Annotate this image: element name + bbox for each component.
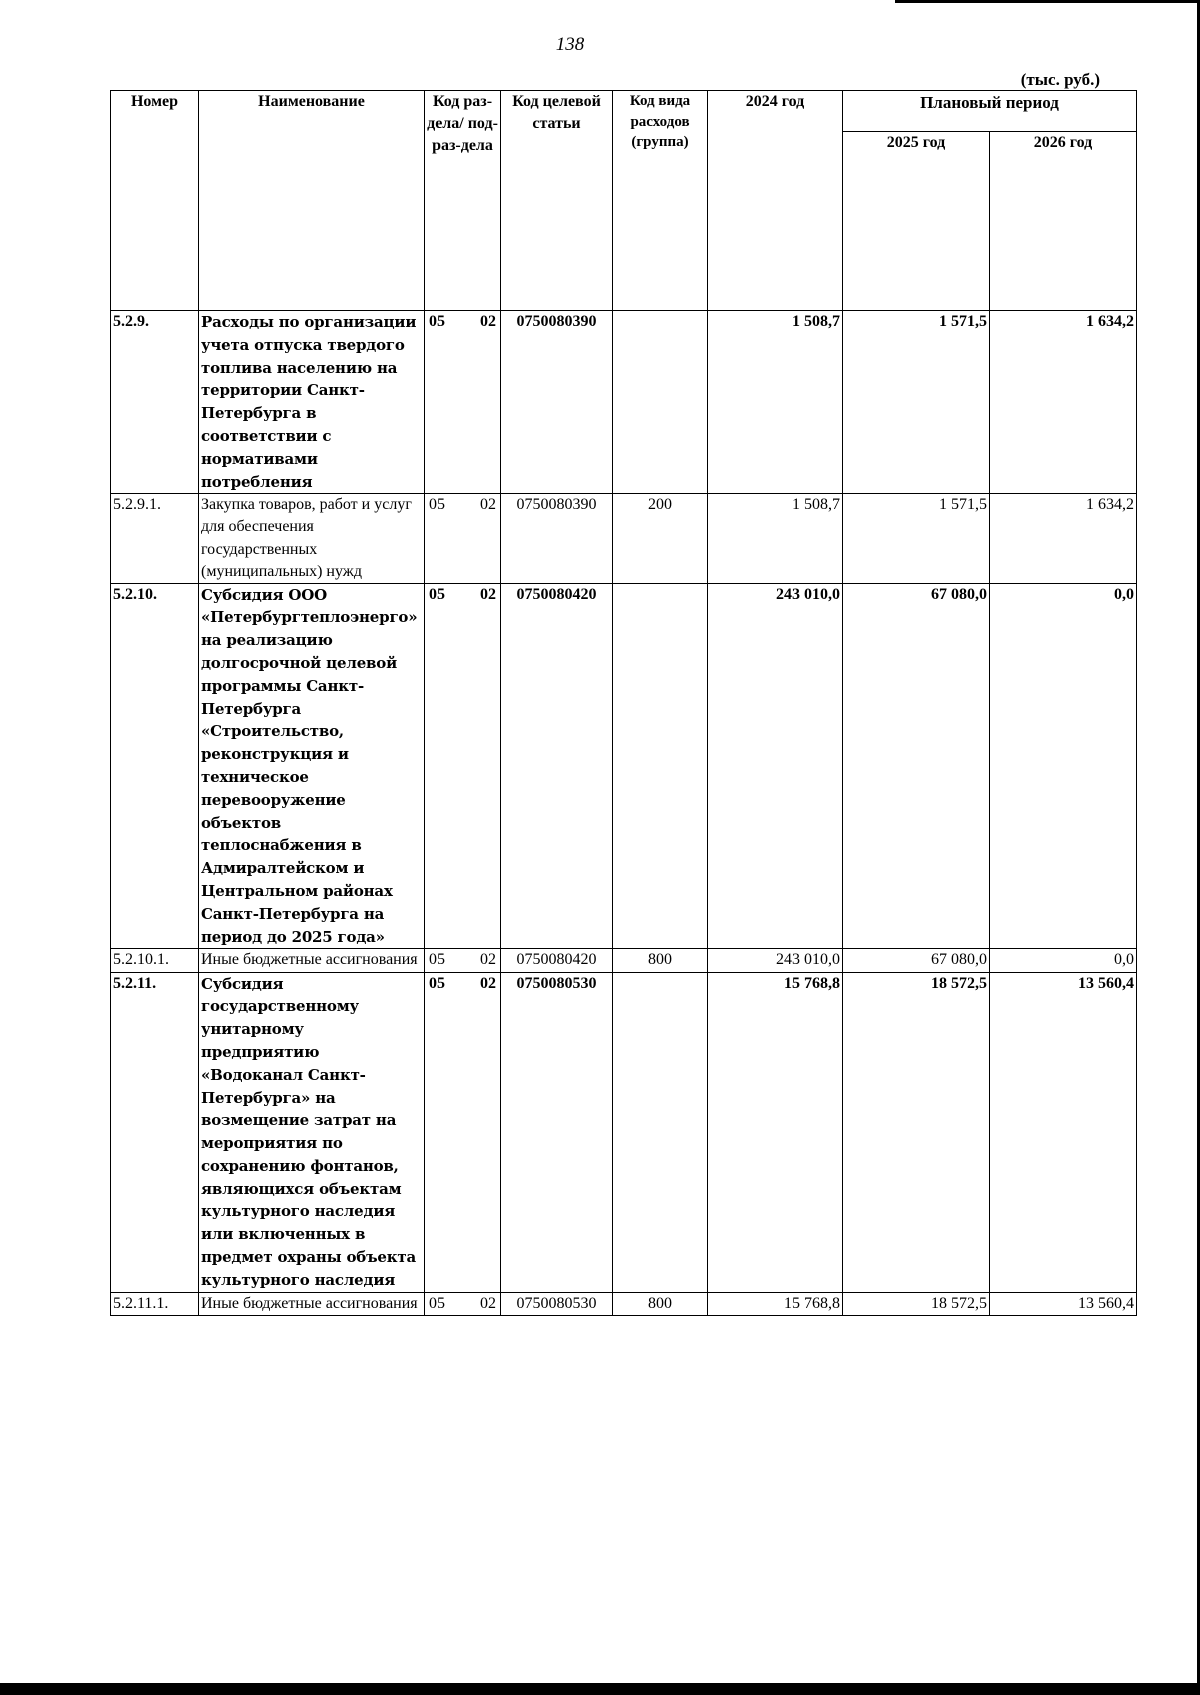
row-amount-2024: 1 508,7 — [708, 494, 843, 583]
budget-table — [110, 90, 1137, 1316]
row-amount-2025: 67 080,0 — [843, 949, 990, 972]
row-number: 5.2.11. — [111, 972, 199, 1292]
col-header-number: Номер — [111, 91, 199, 311]
podrazdel-code: 02 — [480, 951, 496, 969]
row-target-code: 0750080420 — [501, 583, 613, 949]
scan-border-bottom — [0, 1683, 1200, 1695]
podrazdel-code: 02 — [480, 496, 496, 514]
scan-border-top — [895, 0, 1200, 3]
row-target-code: 0750080390 — [501, 494, 613, 583]
units-label: (тыс. руб.) — [1020, 70, 1100, 89]
table-row — [111, 311, 1137, 494]
row-target-code: 0750080530 — [501, 1292, 613, 1315]
row-amount-2026: 0,0 — [990, 583, 1137, 949]
podrazdel-code: 02 — [480, 585, 496, 603]
row-target-code: 0750080390 — [501, 311, 613, 494]
row-amount-2025: 67 080,0 — [843, 583, 990, 949]
row-amount-2024: 243 010,0 — [708, 583, 843, 949]
page-number: 138 — [555, 34, 585, 55]
col-header-2025: 2025 год — [843, 132, 990, 311]
podrazdel-code: 02 — [480, 1294, 496, 1312]
table-body — [111, 311, 1137, 1316]
table-row — [111, 494, 1137, 583]
razdel-code: 05 — [429, 313, 445, 330]
row-amount-2024: 15 768,8 — [708, 1292, 843, 1315]
razdel-code: 05 — [429, 974, 445, 992]
col-header-expense-type: Код вида расходов (группа) — [613, 91, 708, 311]
table-header — [111, 91, 1137, 311]
row-section-code — [425, 494, 501, 583]
table-row — [111, 972, 1137, 1292]
row-section-code — [425, 1292, 501, 1315]
row-expense-type — [613, 583, 708, 949]
row-amount-2024: 15 768,8 — [708, 972, 843, 1292]
razdel-code: 05 — [429, 585, 445, 603]
row-expense-type: 800 — [613, 949, 708, 972]
razdel-code: 05 — [429, 951, 445, 969]
row-amount-2024: 1 508,7 — [708, 311, 843, 494]
row-expense-type — [613, 311, 708, 494]
row-number: 5.2.11.1. — [111, 1292, 199, 1315]
row-amount-2025: 1 571,5 — [843, 494, 990, 583]
table-row — [111, 583, 1137, 949]
table-row — [111, 949, 1137, 972]
row-amount-2025: 18 572,5 — [843, 1292, 990, 1315]
row-number: 5.2.9.1. — [111, 494, 199, 583]
row-target-code: 0750080420 — [501, 949, 613, 972]
row-name: Иные бюджетные ассигнования — [199, 1292, 425, 1315]
row-amount-2026: 1 634,2 — [990, 494, 1137, 583]
podrazdel-code: 02 — [480, 974, 496, 992]
row-section-code — [425, 972, 501, 1292]
col-header-target-code: Код целевой статьи — [501, 91, 613, 311]
row-section-code — [425, 583, 501, 949]
podrazdel-code: 02 — [480, 313, 496, 330]
row-name: Субсидия ООО «Петербургтеплоэнерго» на реализацию долгосрочной целевой программы Санкт-Петербурга «Строительство, реконструкция и техническое перевооружение объектов теплоснабжения в Адмиралтейском и Центральном районах Санкт-Петербурга на период до 2025 года» — [199, 583, 425, 949]
row-section-code — [425, 949, 501, 972]
row-amount-2026: 13 560,4 — [990, 1292, 1137, 1315]
col-header-2026: 2026 год — [990, 132, 1137, 311]
row-amount-2025: 18 572,5 — [843, 972, 990, 1292]
row-name: Иные бюджетные ассигнования — [199, 949, 425, 972]
row-section-code — [425, 311, 501, 494]
razdel-code: 05 — [429, 1294, 445, 1312]
col-header-section-code: Код раз-дела/ под-раз-дела — [425, 91, 501, 311]
row-amount-2024: 243 010,0 — [708, 949, 843, 972]
row-name: Закупка товаров, работ и услуг для обеспечения государственных (муниципальных) нужд — [199, 494, 425, 583]
row-target-code: 0750080530 — [501, 972, 613, 1292]
col-header-name: Наименование — [199, 91, 425, 311]
row-name: Расходы по организации учета отпуска твердого топлива населению на территории Санкт-Петербурга в соответствии с нормативами потребления — [199, 311, 425, 494]
row-number: 5.2.10.1. — [111, 949, 199, 972]
row-expense-type: 200 — [613, 494, 708, 583]
row-amount-2026: 0,0 — [990, 949, 1137, 972]
razdel-code: 05 — [429, 496, 445, 514]
row-number: 5.2.9. — [111, 311, 199, 494]
row-expense-type: 800 — [613, 1292, 708, 1315]
col-header-planned-period: Плановый период — [843, 91, 1137, 132]
row-name: Субсидия государственному унитарному предприятию «Водоканал Санкт-Петербурга» на возмещение затрат на мероприятия по сохранению фонтанов, являющихся объектам культурного наследия или включенных в предмет охраны объекта культурного наследия — [199, 972, 425, 1292]
col-header-2024: 2024 год — [708, 91, 843, 311]
row-amount-2026: 1 634,2 — [990, 311, 1137, 494]
table-row — [111, 1292, 1137, 1315]
row-expense-type — [613, 972, 708, 1292]
row-amount-2025: 1 571,5 — [843, 311, 990, 494]
row-amount-2026: 13 560,4 — [990, 972, 1137, 1292]
row-number: 5.2.10. — [111, 583, 199, 949]
